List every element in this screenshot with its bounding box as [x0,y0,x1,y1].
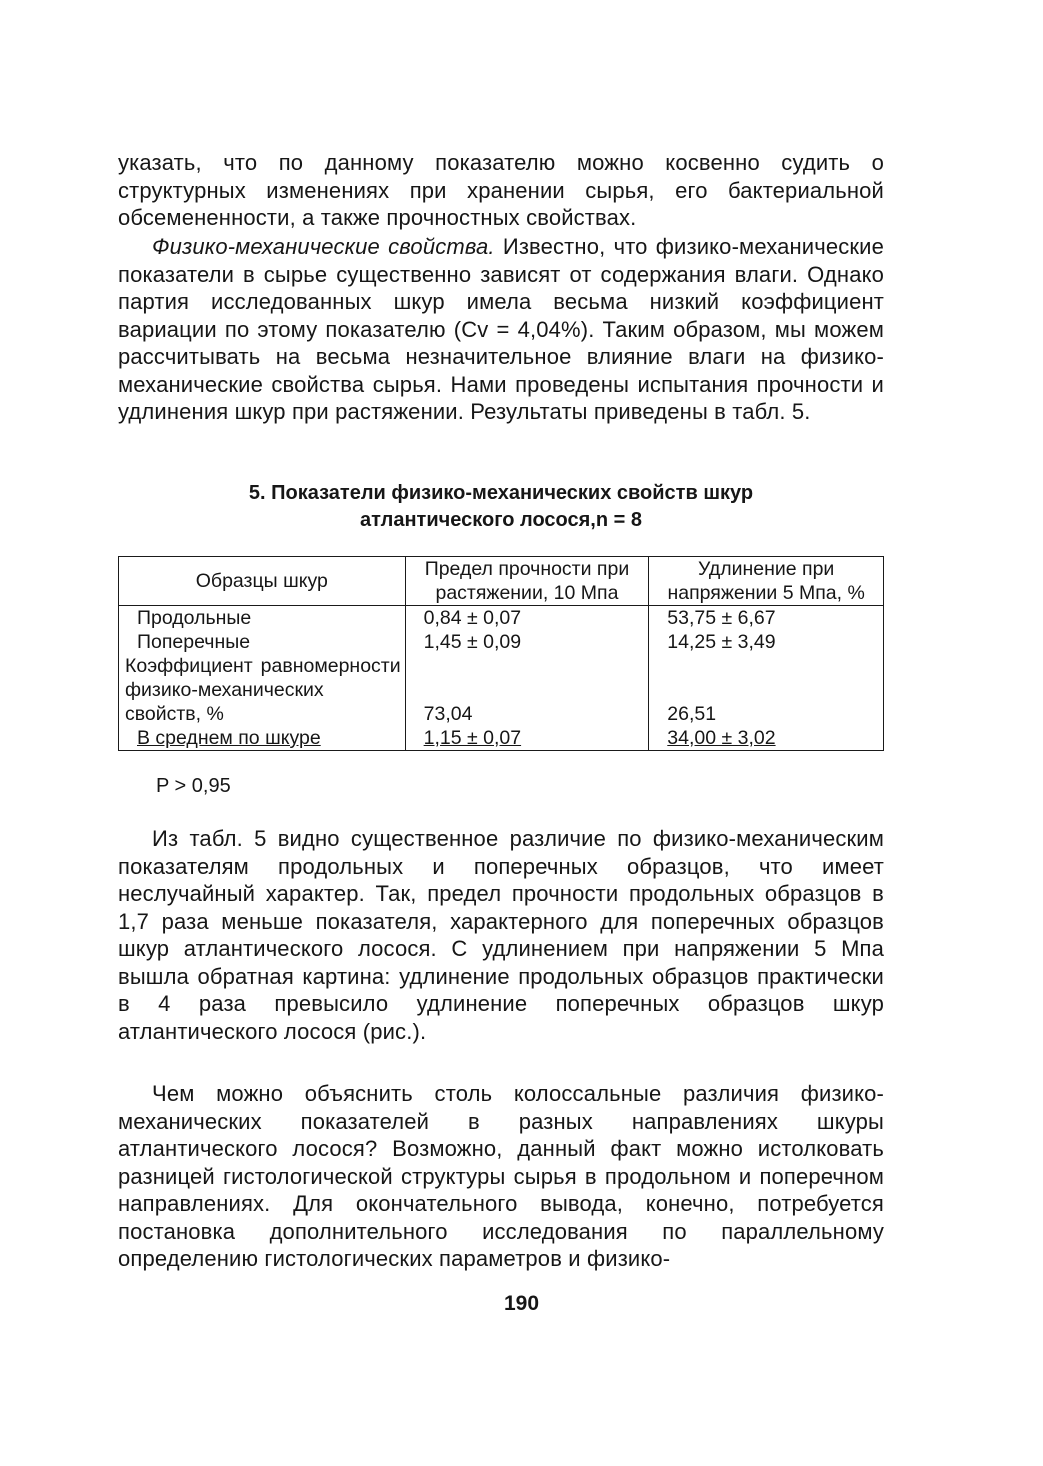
paragraph-analysis-text: Из табл. 5 видно существенное различие по физико-механическим показателям продольных и поперечных образцов, что имеет неслучайный характер. Так, предел прочности продольных образцов в 1,7 раза меньше показателя, характерного для поперечных образцов шкур атлантического лосося. С удлинением при напряжении 5 Мпа вышла обратная картина: удлинение продольных образцов практически в 4 раза превысило удлинение поперечных образцов шкур атлантического лосося (рис.). [118,826,884,1044]
paragraph-physmech-body: Известно, что физико-механические показатели в сырье существенно зависят от содержания влаги. Однако партия исследованных шкур имела весьма низкий коэффициент вариации по этому показателю (Cv = 4,04%). Таким образом, мы можем рассчитывать на весьма незначительное влияние влаги на физико-механические свойства сырья. Нами проведены испытания прочности и удлинения шкур при растяжении. Результаты приведены в табл. 5. [118,234,884,424]
cell-strength: 73,04 [405,654,649,726]
table-row [119,606,884,631]
table-caption-line2: атлантического лосося,n = 8 [359,509,642,531]
table-caption [118,480,884,534]
paragraph-physmech [118,233,884,426]
cell-sample-name: Поперечные [119,630,406,654]
table-row [119,726,884,751]
section-heading-inline: Физико-механические свойства. [152,234,495,259]
cell-sample-name: В среднем по шкуре [119,726,406,751]
cell-strength: 1,45 ± 0,09 [405,630,649,654]
paragraph-discussion-text: Чем можно объяснить столь колоссальные различия физико-механических показателей в разных направлениях шкуры атлантического лосося? Возможно, данный факт можно истолковать разницей гистологической структуры сырья в продольном и поперечном направлениях. Для окончательного вывода, конечно, потребуется постановка дополнительного исследования по параллельному определению гистологических параметров и физико- [118,1081,884,1271]
cell-sample-name: Продольные [119,606,406,631]
significance-note: P > 0,95 [156,775,231,797]
cell-elongation: 53,75 ± 6,67 [649,606,884,631]
cell-elongation: 26,51 [649,654,884,726]
cell-strength: 0,84 ± 0,07 [405,606,649,631]
cell-elongation: 14,25 ± 3,49 [649,630,884,654]
page-number: 190 [503,1292,540,1315]
paragraph-discussion [118,1080,884,1273]
table-caption-line1: 5. Показатели физико-механических свойств шкур [248,482,754,504]
cell-strength: 1,15 ± 0,07 [405,726,649,751]
table-row [119,630,884,654]
paragraph-intro: указать, что по данному показателю можно косвенно судить о структурных изменениях при хранении сырья, его бактериальной обсемененности, а также прочностных свойствах. [118,150,884,230]
header-elongation: Удлинение при напряжении 5 Мпа, % [649,557,884,606]
cell-elongation: 34,00 ± 3,02 [649,726,884,751]
cell-sample-name: Коэффициент равномерности физико-механических свойств, % [119,654,406,726]
table-row [119,654,884,726]
header-strength: Предел прочности при растяжении, 10 Мпа [405,557,649,606]
header-samples: Образцы шкур [119,557,406,606]
results-table [118,556,884,751]
paragraph-analysis [118,825,884,1045]
table-header-row [119,557,884,606]
